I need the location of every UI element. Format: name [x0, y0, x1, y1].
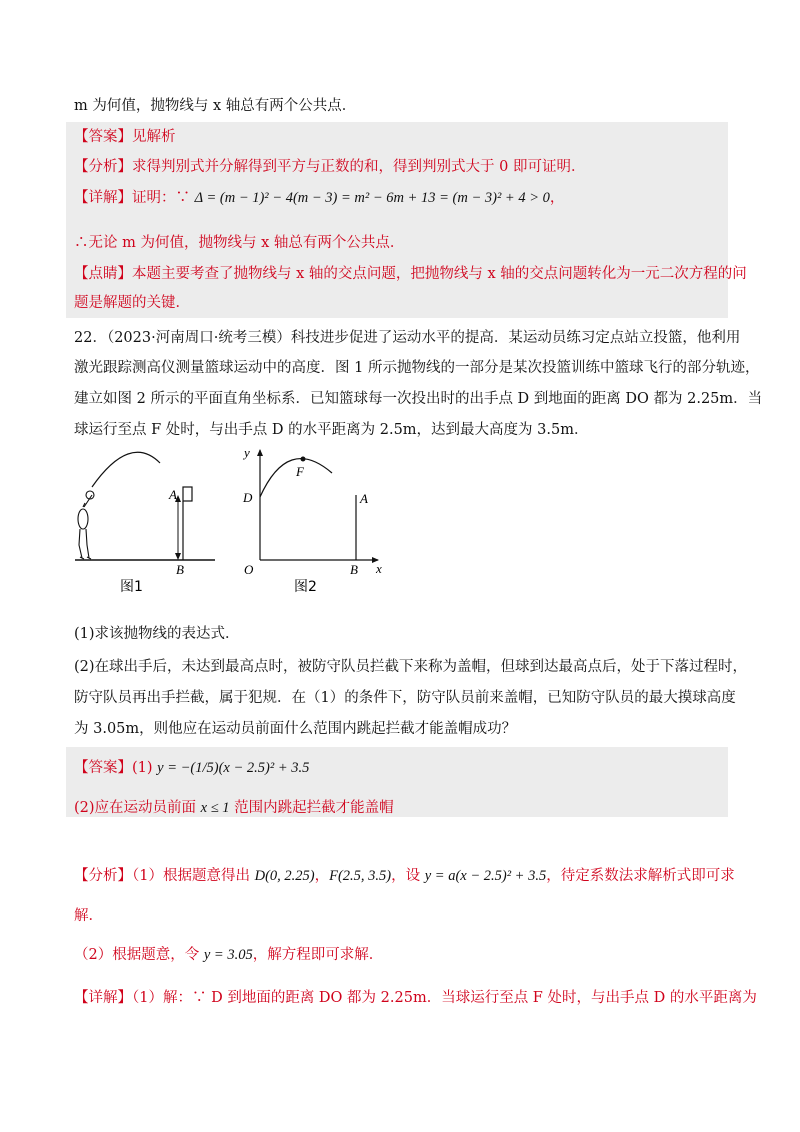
- answer-line-2: [74, 758, 309, 778]
- fig2-label-F: F: [296, 464, 304, 479]
- range-expression: x ≤ 1: [200, 800, 230, 816]
- parabola-expression: y = −(1/5)(x − 2.5)² + 3.5: [157, 760, 310, 776]
- height-equation: y = 3.05: [203, 947, 253, 963]
- point-D-coords: D(0, 2.25): [254, 868, 315, 884]
- point-F: [301, 457, 306, 462]
- y-axis-arrow: [257, 449, 263, 456]
- fig2-label-y: y: [244, 445, 250, 460]
- fig2-label-D: D: [243, 490, 253, 505]
- fig2-label-x: x: [376, 561, 382, 576]
- comment-line-1: 【点睛】本题主要考查了抛物线与 x 轴的交点问题，把抛物线与 x 轴的交点问题转化为一元二次方程的问: [74, 266, 747, 282]
- intro-line: m 为何值，抛物线与 x 轴总有两个公共点．: [74, 98, 357, 114]
- analysis2-prefix: （2）根据题意，令: [74, 947, 204, 963]
- fig2-label-B: B: [350, 562, 358, 577]
- problem-line-3: 建立如图 2 所示的平面直角坐标系．已知篮球每一次投出时的出手点 D 到地面的距离 DO 都为 2.25m．当: [74, 391, 763, 407]
- conclusion-line: ∴无论 m 为何值，抛物线与 x 轴总有两个公共点．: [74, 235, 405, 251]
- analysis-set: ，设: [391, 868, 425, 884]
- fig2-label-A: A: [360, 491, 368, 506]
- fig1-caption: 图1: [120, 579, 143, 595]
- discriminant-formula: Δ = (m − 1)² − 4(m − 3) = m² − 6m + 13 = (m − 3)² + 4 > 0: [194, 190, 550, 206]
- problem-line-2: 激光跟踪测高仪测量篮球运动中的高度．图 1 所示抛物线的一部分是某次投篮训练中篮球飞行的部分轨迹，: [74, 360, 760, 376]
- analysis-line-2: [74, 866, 735, 886]
- fig2-label-O: O: [244, 562, 254, 577]
- problem-line-1: 22．（2023·河南周口·统考三模）科技进步促进了运动水平的提高．某运动员练习定点站立投篮，他利用: [74, 330, 741, 346]
- answer2-prefix: (2)应在运动员前面: [74, 800, 201, 816]
- figure-2: [238, 445, 393, 595]
- analysis-line-2b: 解．: [74, 908, 103, 924]
- fig1-label-A: A: [169, 487, 177, 502]
- backboard: [183, 487, 192, 501]
- question-2-line-2: 防守队员再出手拦截，属于犯规．在（1）的条件下，防守队员前来盖帽，已知防守队员的最大摸球高度: [74, 690, 736, 706]
- analysis-line-3: [74, 945, 383, 965]
- point-F-coords: F(2.5, 3.5): [329, 868, 392, 884]
- detail-suffix: ，: [549, 190, 565, 206]
- question-2-line-1: (2)在球出手后，未达到最高点时，被防守队员拦截下来称为盖帽，但球到达最高点后，处于下落过程时，: [74, 659, 748, 675]
- answer-prefix: 【答案】(1): [74, 760, 158, 776]
- comment-line-2: 题是解题的关键．: [74, 295, 190, 311]
- question-2-line-3: 为 3.05m，则他应在运动员前面什么范围内跳起拦截才能盖帽成功？: [74, 721, 517, 737]
- figure-1: [70, 445, 220, 595]
- answer-line-1: 【答案】见解析: [74, 129, 176, 145]
- detail-line-2: 【详解】（1）解：∵ D 到地面的距离 DO 都为 2.25m．当球运行至点 F 处时，与出手点 D 的水平距离为: [74, 990, 757, 1006]
- fig1-label-B: B: [176, 562, 184, 577]
- analysis-line-1: 【分析】求得判别式并分解得到平方与正数的和，得到判别式大于 0 即可证明．: [74, 159, 586, 175]
- arrow-head-bottom: [175, 553, 181, 560]
- analysis2-suffix: ，解方程即可求解．: [252, 947, 384, 963]
- analysis-sep: ，: [314, 868, 330, 884]
- solution-block-1: [66, 122, 728, 318]
- analysis-suffix: ，待定系数法求解析式即可求: [546, 868, 735, 884]
- ball-trajectory: [92, 452, 160, 487]
- question-1: (1)求该抛物线的表达式．: [74, 626, 240, 642]
- analysis-prefix: 【分析】（1）根据题意得出: [74, 868, 255, 884]
- answer-line-2b: [74, 798, 394, 818]
- player-figure: [78, 491, 94, 559]
- problem-line-4: 球运行至点 F 处时，与出手点 D 的水平距离为 2.5m，达到最大高度为 3.5m．: [74, 422, 589, 438]
- detail-prefix: 【详解】证明：∵: [74, 190, 195, 206]
- fig2-caption: 图2: [294, 579, 317, 595]
- detail-line-1: [74, 188, 564, 208]
- answer2-suffix: 范围内跳起拦截才能盖帽: [229, 800, 394, 816]
- general-form: y = a(x − 2.5)² + 3.5: [424, 868, 547, 884]
